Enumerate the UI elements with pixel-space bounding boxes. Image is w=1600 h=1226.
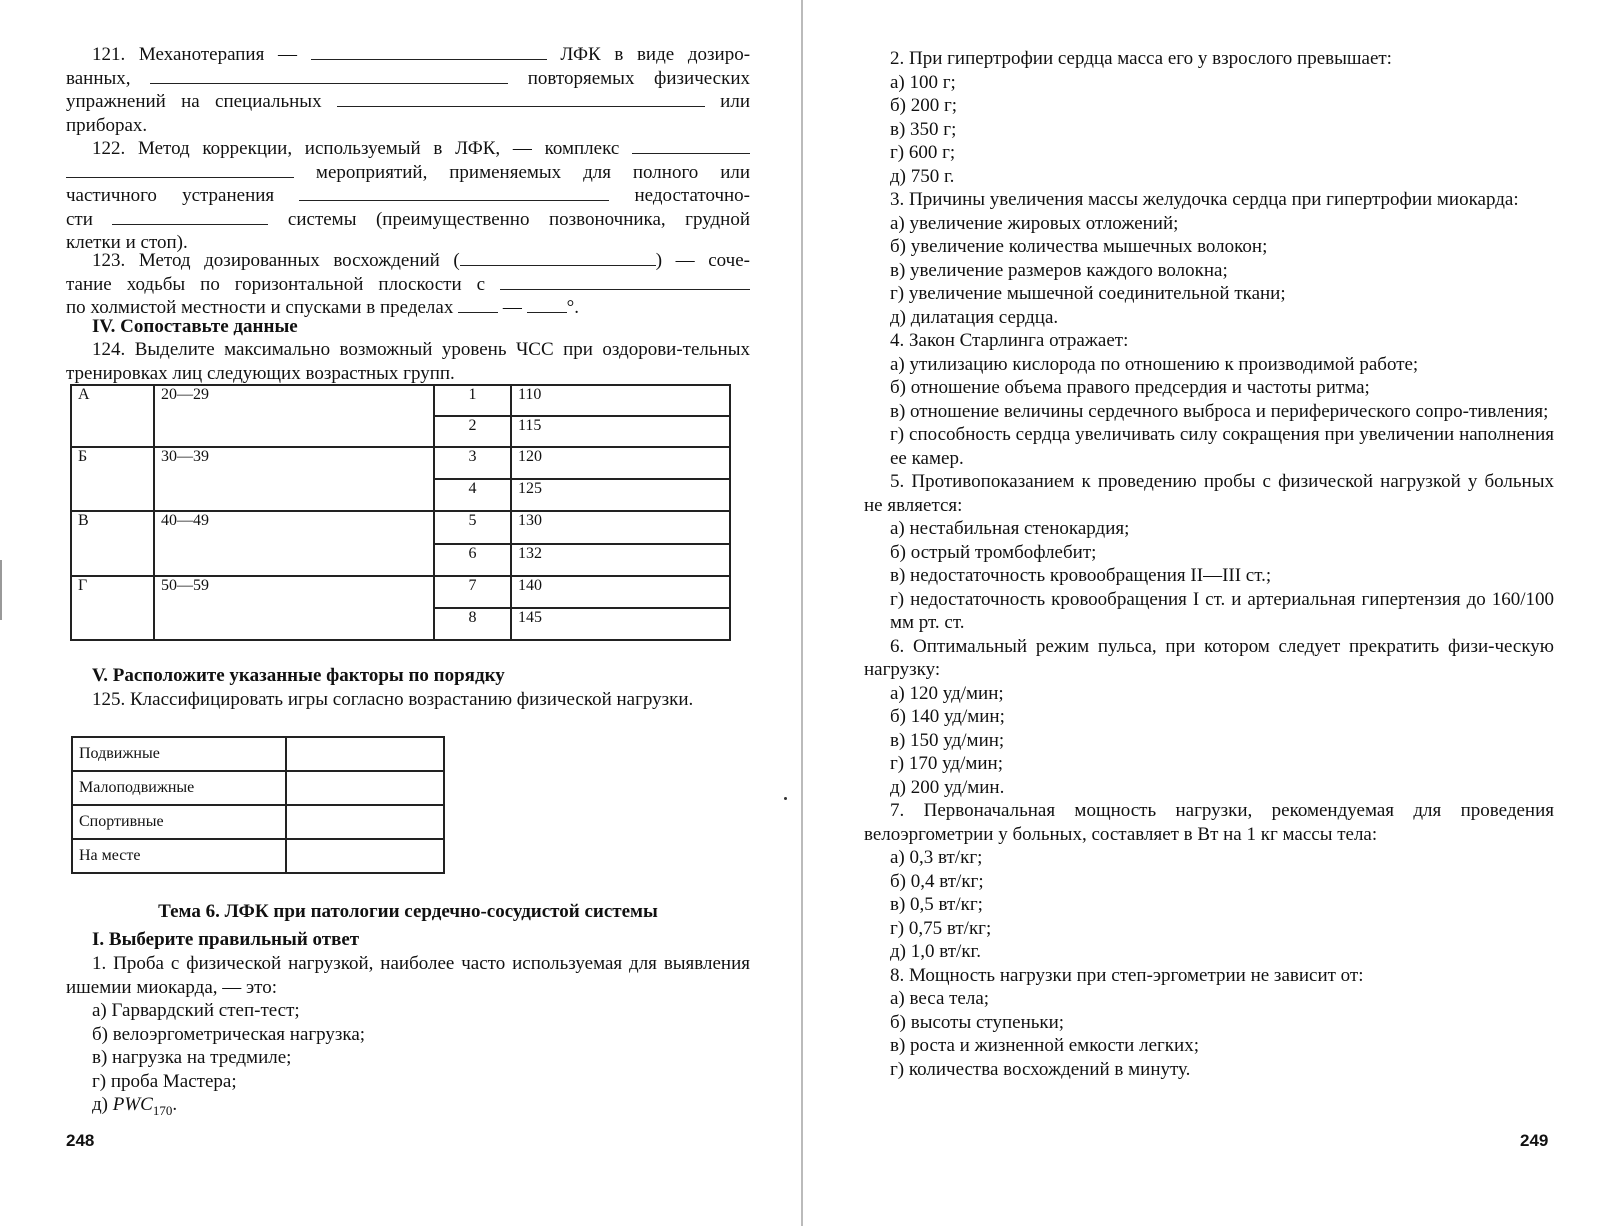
table-cell-rate-number: 4 — [434, 479, 511, 511]
question-stem: 8. Мощность нагрузки при степ-эргометрии не зависит от: — [890, 964, 1364, 986]
table-cell-group-letter: В — [71, 511, 154, 576]
table-cell-answer — [286, 839, 444, 873]
scan-speck — [784, 797, 787, 800]
topic-title: Тема 6. ЛФК при патологии сердечно-сосудистой системы — [158, 901, 658, 922]
answer-blank — [337, 91, 705, 107]
answer-option: г) недостаточность кровообращения I ст. и артериальная гипертензия до 160/100 мм рт. ст. — [890, 588, 1554, 633]
right-page — [800, 0, 1600, 1226]
question-6 — [864, 635, 1554, 800]
answer-option: в) недостаточность кровообращения II—III ст.; — [890, 565, 1272, 586]
scan-edge-mark — [0, 560, 2, 620]
question-125 — [66, 688, 750, 712]
answer-option: г) 0,75 вт/кг; — [890, 917, 992, 939]
table-cell-answer — [286, 737, 444, 771]
answer-option: в) роста и жизненной емкости легких; — [890, 1035, 1199, 1056]
answer-blank — [311, 44, 547, 60]
answer-option: б) отношение объема правого предсердия и частоты ритма; — [890, 377, 1370, 398]
answer-option: б) высоты ступеньки; — [890, 1011, 1065, 1033]
q123-degree: °. — [566, 297, 579, 318]
table-cell-rate-value: 115 — [511, 416, 730, 447]
table-cell-rate-value: 110 — [511, 385, 730, 416]
answer-option: б) 140 уд/мин; — [890, 706, 1005, 727]
section-5-text: V. Расположите указанные факторы по порядку — [92, 665, 505, 686]
question-7 — [864, 799, 1554, 964]
answer-option: г) проба Мастера; — [92, 1070, 237, 1092]
answer-blank — [632, 138, 750, 154]
page-number: 248 — [66, 1131, 95, 1150]
answer-option: б) увеличение количества мышечных волокон; — [890, 236, 1268, 257]
table-cell-rate-number: 1 — [434, 385, 511, 416]
table-cell-game-type: Спортивные — [72, 805, 286, 839]
answer-option: а) утилизацию кислорода по отношению к производимой работе; — [890, 353, 1419, 375]
answer-option: а) 100 г; — [890, 71, 956, 93]
table-cell-group-letter: А — [71, 385, 154, 447]
table-cell-answer — [286, 805, 444, 839]
answer-blank — [460, 250, 656, 266]
q122-text-3: частичного устранения — [66, 185, 275, 206]
age-heart-rate-table — [70, 384, 731, 641]
question-stem: 4. Закон Старлинга отражает: — [890, 330, 1129, 351]
page-number: 249 — [1520, 1131, 1549, 1150]
answer-option: г) увеличение мышечной соединительной ткани; — [890, 283, 1286, 304]
section-5-heading — [66, 664, 750, 688]
answer-option: б) 200 г; — [890, 95, 958, 116]
question-8 — [864, 964, 1554, 1082]
q121-text-5: упражнений на специальных — [66, 91, 322, 112]
q121-text-1: 121. Механотерапия — — [92, 44, 297, 65]
q125-text: 125. Классифицировать игры согласно возрастанию физической нагрузки. — [92, 689, 694, 710]
option-end: . — [172, 1094, 178, 1115]
q122-text-7: клетки и стоп). — [66, 232, 188, 253]
question-stem: 5. Противопоказанием к проведению пробы с физической нагрузкой у больных не является: — [864, 471, 1554, 516]
answer-option: а) 120 уд/мин; — [890, 682, 1004, 704]
answer-option: д) дилатация сердца. — [890, 306, 1059, 328]
answer-option: а) 0,3 вт/кг; — [890, 847, 983, 868]
question-stem: 1. Проба с физической нагрузкой, наиболее часто используемая для выявления ишемии миокарда, — это: — [66, 953, 750, 998]
q122-text-1: 122. Метод коррекции, используемый в ЛФК, — комплекс — [92, 138, 620, 159]
answer-blank — [150, 68, 508, 84]
table-cell-rate-value: 120 — [511, 447, 730, 479]
answer-blank — [527, 297, 567, 313]
answer-blank — [299, 185, 609, 201]
table-cell-group-letter: Г — [71, 576, 154, 640]
q121-text-2: ЛФК в виде дозиро- — [560, 44, 751, 65]
answer-option: г) 600 г; — [890, 142, 956, 163]
q123-text-4: по холмистой местности и спусками в пределах — [66, 297, 454, 318]
q123-text-3: тание ходьбы по горизонтальной плоскости с — [66, 273, 486, 295]
table-cell-rate-number: 2 — [434, 416, 511, 447]
question-stem: 3. Причины увеличения массы желудочка сердца при гипертрофии миокарда: — [890, 189, 1519, 210]
table-cell-rate-value: 140 — [511, 576, 730, 608]
section-4-text: IV. Сопоставьте данные — [92, 316, 298, 337]
answer-option: г) количества восхождений в минуту. — [890, 1058, 1191, 1080]
answer-blank — [112, 209, 268, 225]
answer-option: в) 0,5 вт/кг; — [890, 894, 983, 915]
table-cell-group-letter: Б — [71, 447, 154, 511]
q122-text-5: сти — [66, 208, 93, 230]
answer-option: б) острый тромбофлебит; — [890, 541, 1097, 563]
table-cell-game-type: На месте — [72, 839, 286, 873]
answer-option: а) Гарвардский степ-тест; — [92, 1000, 300, 1021]
question-122 — [66, 137, 750, 255]
q122-text-4: недостаточно- — [634, 185, 750, 206]
table-cell-answer — [286, 771, 444, 805]
option-prefix: д) — [92, 1094, 108, 1115]
answer-blank — [66, 162, 294, 178]
question-2 — [864, 47, 1554, 188]
q123-dash: — — [502, 297, 522, 318]
table-cell-rate-number: 6 — [434, 544, 511, 576]
answer-option — [66, 1093, 750, 1122]
table-cell-rate-value: 145 — [511, 608, 730, 640]
table-cell-rate-value: 125 — [511, 479, 730, 511]
games-order-table — [71, 736, 445, 874]
answer-blank — [500, 274, 750, 290]
answer-option: а) веса тела; — [890, 988, 990, 1009]
question-124 — [66, 338, 750, 385]
topic-heading — [66, 900, 750, 924]
answer-option: д) 200 уд/мин. — [890, 776, 1005, 798]
question-1 — [66, 952, 750, 1122]
question-stem: 2. При гипертрофии сердца масса его у взрослого превышает: — [890, 48, 1392, 69]
q121-text-3: ванных, — [66, 67, 131, 89]
answer-option: в) 350 г; — [890, 118, 957, 140]
q124-text: 124. Выделите максимально возможный уровень ЧСС при оздорови-тельных тренировках лиц следующих возрастных групп. — [66, 339, 750, 384]
table-cell-rate-value: 132 — [511, 544, 730, 576]
pwc-label: PWC — [112, 1094, 153, 1115]
answer-option: б) велоэргометрическая нагрузка; — [92, 1023, 366, 1045]
answer-option: в) нагрузка на тредмиле; — [92, 1047, 292, 1068]
answer-option: в) отношение величины сердечного выброса и периферического сопро-тивления; — [890, 400, 1549, 422]
q121-text-7: приборах. — [66, 114, 148, 136]
answer-option: а) увеличение жировых отложений; — [890, 212, 1179, 234]
question-5 — [864, 470, 1554, 635]
section-4-heading — [66, 315, 750, 339]
answer-option: в) увеличение размеров каждого волокна; — [890, 259, 1228, 281]
q121-text-6: или — [720, 91, 750, 112]
answer-option: б) 0,4 вт/кг; — [890, 870, 984, 892]
question-4 — [864, 329, 1554, 470]
table-cell-age-range: 30—39 — [154, 447, 434, 511]
answer-option: г) 170 уд/мин; — [890, 753, 1004, 774]
section-1-text: I. Выберите правильный ответ — [92, 929, 360, 950]
q122-text-6: системы (преимущественно позвоночника, грудной — [287, 208, 751, 230]
q121-text-4: повторяемых физических — [527, 67, 751, 89]
right-questions — [864, 47, 1554, 1081]
q123-text-2: ) — соче- — [655, 250, 750, 271]
table-cell-game-type: Подвижные — [72, 737, 286, 771]
answer-blank — [458, 297, 498, 313]
answer-option: г) способность сердца увеличивать силу сокращения при увеличении наполнения ее камер. — [890, 424, 1554, 469]
section-1-heading — [66, 928, 750, 952]
table-cell-age-range: 40—49 — [154, 511, 434, 576]
question-stem: 6. Оптимальный режим пульса, при котором следует прекратить физи-ческую нагрузку: — [864, 635, 1554, 680]
table-cell-rate-number: 5 — [434, 511, 511, 544]
table-cell-age-range: 20—29 — [154, 385, 434, 447]
answer-option: д) 750 г. — [890, 165, 955, 187]
pwc-subscript: 170 — [152, 1102, 173, 1118]
q122-text-2: мероприятий, применяемых для полного или — [315, 161, 751, 183]
table-cell-rate-number: 7 — [434, 576, 511, 608]
table-cell-age-range: 50—59 — [154, 576, 434, 640]
table-cell-rate-number: 8 — [434, 608, 511, 640]
answer-option: в) 150 уд/мин; — [890, 729, 1005, 751]
question-3 — [864, 188, 1554, 329]
answer-option: а) нестабильная стенокардия; — [890, 518, 1130, 539]
table-cell-rate-number: 3 — [434, 447, 511, 479]
question-stem: 7. Первоначальная мощность нагрузки, рекомендуемая для проведения велоэргометрии у больных, составляет в Вт на 1 кг массы тела: — [864, 800, 1554, 845]
table-cell-rate-value: 130 — [511, 511, 730, 544]
answer-option: д) 1,0 вт/кг. — [890, 941, 981, 962]
question-121 — [66, 43, 750, 137]
question-123 — [66, 249, 750, 320]
table-cell-game-type: Малоподвижные — [72, 771, 286, 805]
q123-text-1: 123. Метод дозированных восхождений ( — [92, 250, 460, 271]
